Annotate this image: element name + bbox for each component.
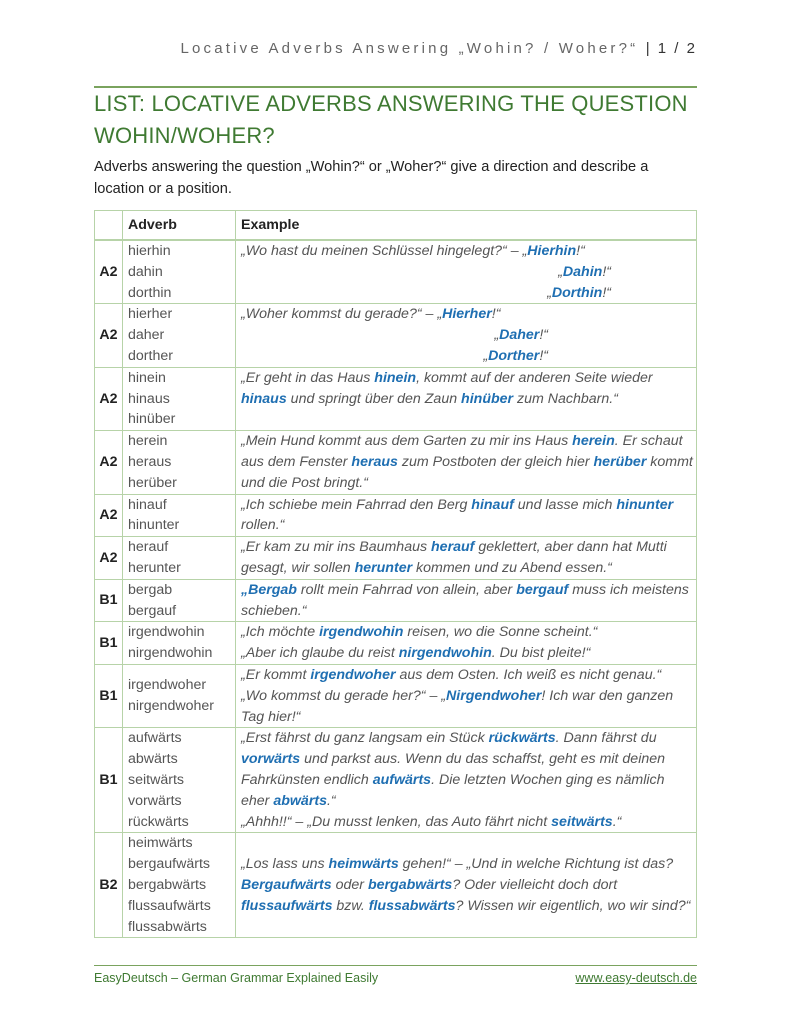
highlight-adverb: hinunter <box>616 496 674 513</box>
adverb-cell <box>123 622 236 665</box>
adverb: flussaufwärts <box>128 897 211 914</box>
example-text: kommt und die Post bringt.“ <box>241 453 693 491</box>
example-cell <box>236 579 697 622</box>
adverb-cell <box>123 728 236 833</box>
adverb: herauf <box>128 539 169 556</box>
example-cell <box>236 367 697 430</box>
adverb: hinein <box>128 369 166 386</box>
example-text: rollen.“ <box>241 517 285 534</box>
example-text: „Woher kommst du gerade?“ – „ <box>241 306 443 323</box>
example-text: „Wo kommst du gerade her?“ – „ <box>241 687 447 704</box>
adverb: hinüber <box>128 411 176 428</box>
highlight-adverb: Hierher <box>442 306 492 323</box>
example-text: „Er geht in das Haus <box>241 369 375 386</box>
table-row <box>95 494 697 537</box>
example-cell <box>236 304 697 367</box>
example-text: !“ <box>602 263 611 280</box>
level-badge: A2 <box>95 494 123 537</box>
example-cell <box>236 537 697 580</box>
adverb-cell <box>123 431 236 494</box>
example-cell <box>236 240 697 304</box>
highlight-adverb: flussaufwärts <box>241 897 333 914</box>
example-text: „Er kam zu mir ins Baumhaus <box>241 539 432 556</box>
example-text: „ <box>494 327 500 344</box>
adverb: nirgendwoher <box>128 698 214 715</box>
example-text: kommen und zu Abend essen.“ <box>412 559 612 576</box>
example-text: „Ahhh!!“ – „Du musst lenken, das Auto fährt nicht <box>241 813 552 830</box>
column-header-adverb: Adverb <box>123 211 236 241</box>
example-text: aus dem Osten. Ich weiß es nicht genau.“ <box>395 666 662 683</box>
highlight-adverb: heraus <box>351 453 398 470</box>
adverb: hinaus <box>128 390 170 407</box>
table-row <box>95 240 697 304</box>
adverb: aufwärts <box>128 730 182 747</box>
adverb: heraus <box>128 453 172 470</box>
example-text: gehen!“ – „Und in welche Richtung ist das? <box>398 856 674 873</box>
table-row <box>95 622 697 665</box>
example-text: !“ <box>491 306 501 323</box>
adverb-cell <box>123 304 236 367</box>
highlight-adverb: herauf <box>431 539 475 556</box>
table-row <box>95 728 697 833</box>
example-text: . Er schaut aus dem Fenster <box>241 433 683 470</box>
adverb: seitwärts <box>128 771 184 788</box>
highlight-adverb: „Bergab <box>241 581 297 598</box>
adverb: herüber <box>128 474 177 491</box>
table-header-row <box>95 211 697 241</box>
example-cell <box>236 728 697 833</box>
example-cell <box>236 622 697 665</box>
level-badge: A2 <box>95 537 123 580</box>
table-row <box>95 664 697 727</box>
table-row <box>95 833 697 938</box>
example-text: „Wo hast du meinen Schlüssel hingelegt?“ – „ <box>241 243 528 259</box>
column-header-level <box>95 211 123 241</box>
adverb-cell <box>123 833 236 938</box>
adverb-cell <box>123 579 236 622</box>
level-badge: B1 <box>95 622 123 665</box>
adverb: irgendwoher <box>128 677 207 694</box>
adverb: hinunter <box>128 517 180 534</box>
highlight-adverb: Nirgendwoher <box>446 687 542 704</box>
adverb: hierher <box>128 306 173 323</box>
table-row <box>95 304 697 367</box>
adverb: abwärts <box>128 751 178 768</box>
header-title: Locative Adverbs Answering „Wohin? / Woher?“ <box>180 40 639 57</box>
level-badge: A2 <box>95 367 123 430</box>
example-text: „Mein Hund kommt aus dem Garten zu mir ins Haus <box>241 433 573 450</box>
adverb: irgendwohin <box>128 624 205 641</box>
adverb-cell <box>123 367 236 430</box>
example-text: . Die letzten Wochen ging es nämlich eher <box>241 771 665 809</box>
highlight-adverb: seitwärts <box>551 813 613 830</box>
highlight-adverb: herunter <box>354 559 413 576</box>
example-text: geklettert, aber dann hat Mutti gesagt, wir sollen <box>241 539 667 576</box>
page-number: | 1 / 2 <box>645 40 697 57</box>
example-text: .“ <box>326 792 336 809</box>
table-row <box>95 431 697 494</box>
highlight-adverb: Dorther <box>488 347 540 364</box>
level-badge: B1 <box>95 579 123 622</box>
adverb: dahin <box>128 263 163 280</box>
example-text: zum Nachbarn.“ <box>513 390 618 407</box>
example-text: . Du bist pleite!“ <box>491 645 591 662</box>
adverb: bergaufwärts <box>128 856 211 873</box>
level-badge: B1 <box>95 728 123 833</box>
highlight-adverb: bergabwärts <box>367 876 453 893</box>
adverb: dorther <box>128 347 173 364</box>
example-text: „Ich schiebe mein Fahrrad den Berg <box>241 496 472 513</box>
adverb: bergauf <box>128 602 177 619</box>
adverb: vorwärts <box>128 792 182 809</box>
example-text: „ <box>483 347 489 364</box>
adverb: flussabwärts <box>128 918 207 935</box>
example-text: ! Ich war den ganzen Tag hier!“ <box>241 687 674 725</box>
example-text: muss ich meistens schieben.“ <box>241 581 689 619</box>
example-cell <box>236 664 697 727</box>
highlight-adverb: hinaus <box>241 390 287 407</box>
level-badge: B1 <box>95 664 123 727</box>
highlight-adverb: hinauf <box>471 496 514 513</box>
table-row <box>95 367 697 430</box>
highlight-adverb: rückwärts <box>488 730 556 747</box>
example-text: rollt mein Fahrrad von allein, aber <box>296 581 517 598</box>
footer-tagline: EasyDeutsch – German Grammar Explained Easily <box>94 971 379 985</box>
highlight-adverb: Daher <box>499 327 540 344</box>
example-text: .“ <box>612 813 622 830</box>
adverb-cell <box>123 537 236 580</box>
highlight-adverb: abwärts <box>273 792 327 809</box>
adverb: rückwärts <box>128 813 189 830</box>
adverb-cell <box>123 494 236 537</box>
highlight-adverb: Dahin <box>562 263 603 280</box>
highlight-adverb: nirgendwohin <box>398 645 492 662</box>
level-badge: B2 <box>95 833 123 938</box>
level-badge: A2 <box>95 240 123 304</box>
page-header <box>94 40 697 57</box>
adverb: herunter <box>128 559 181 576</box>
adverb: bergabwärts <box>128 876 207 893</box>
highlight-adverb: herein <box>572 433 615 450</box>
adverb: hinauf <box>128 496 167 513</box>
table-row <box>95 537 697 580</box>
highlight-adverb: vorwärts <box>241 751 301 768</box>
highlight-adverb: bergauf <box>516 581 569 598</box>
highlight-adverb: heimwärts <box>328 856 399 873</box>
highlight-adverb: Dorthin <box>551 284 603 301</box>
example-text: ? Oder vielleicht doch dort <box>452 876 618 893</box>
highlight-adverb: Bergaufwärts <box>241 876 332 893</box>
level-badge: A2 <box>95 304 123 367</box>
page-title: LIST: LOCATIVE ADVERBS ANSWERING THE QUESTION WOHIN/WOHER? <box>94 91 688 148</box>
highlight-adverb: hinüber <box>461 390 514 407</box>
example-text: und springt über den Zaun <box>286 390 462 407</box>
example-text: !“ <box>602 284 611 301</box>
adverb: dorthin <box>128 284 172 301</box>
adverb: hierhin <box>128 243 171 259</box>
example-text: „Aber ich glaube du reist <box>241 645 399 662</box>
highlight-adverb: flussabwärts <box>368 897 456 914</box>
adverb: nirgendwohin <box>128 645 213 662</box>
example-text: und lasse mich <box>513 496 617 513</box>
level-badge: A2 <box>95 431 123 494</box>
adverb: daher <box>128 327 165 344</box>
example-text: „ <box>547 284 552 301</box>
footer-rule <box>94 965 697 966</box>
example-text: und parkst aus. Wenn du das schaffst, geht es mit deinen Fahrkünsten endlich <box>241 751 666 788</box>
example-text: bzw. <box>332 897 369 914</box>
example-cell <box>236 431 697 494</box>
table-row <box>95 579 697 622</box>
highlight-adverb: hinein <box>374 369 417 386</box>
column-header-example: Example <box>236 211 697 241</box>
intro-text: Adverbs answering the question „Wohin?“ or „Woher?“ give a direction and describe a location or a position. <box>94 159 649 197</box>
example-text: ? Wissen wir eigentlich, wo wir sind?“ <box>455 897 691 914</box>
example-text: oder <box>331 876 368 893</box>
example-cell <box>236 833 697 938</box>
adverb: herein <box>128 433 168 450</box>
adverb: heimwärts <box>128 835 193 852</box>
example-cell <box>236 494 697 537</box>
example-text: „Los lass uns <box>241 856 329 873</box>
example-text: „Er kommt <box>241 666 311 683</box>
example-text: „Erst fährst du ganz langsam ein Stück <box>241 730 489 747</box>
example-text: , kommt auf der anderen Seite wieder <box>416 369 653 386</box>
example-text: zum Postboten der gleich hier <box>397 453 594 470</box>
adverb-table <box>94 210 697 938</box>
highlight-adverb: irgendwoher <box>310 666 396 683</box>
example-text: !“ <box>539 347 548 364</box>
highlight-adverb: herüber <box>593 453 647 470</box>
example-text: . Dann fährst du <box>555 730 657 747</box>
highlight-adverb: aufwärts <box>372 771 432 788</box>
example-text: !“ <box>576 243 585 259</box>
adverb-cell <box>123 664 236 727</box>
example-text: !“ <box>539 327 548 344</box>
example-text: „Ich möchte <box>241 624 320 641</box>
highlight-adverb: Hierhin <box>527 243 577 259</box>
example-text: „ <box>558 263 563 280</box>
highlight-adverb: irgendwohin <box>319 624 404 641</box>
adverb: bergab <box>128 581 173 598</box>
example-text: reisen, wo die Sonne scheint.“ <box>403 624 598 641</box>
adverb-cell <box>123 240 236 304</box>
footer-link[interactable]: www.easy-deutsch.de <box>575 971 697 985</box>
